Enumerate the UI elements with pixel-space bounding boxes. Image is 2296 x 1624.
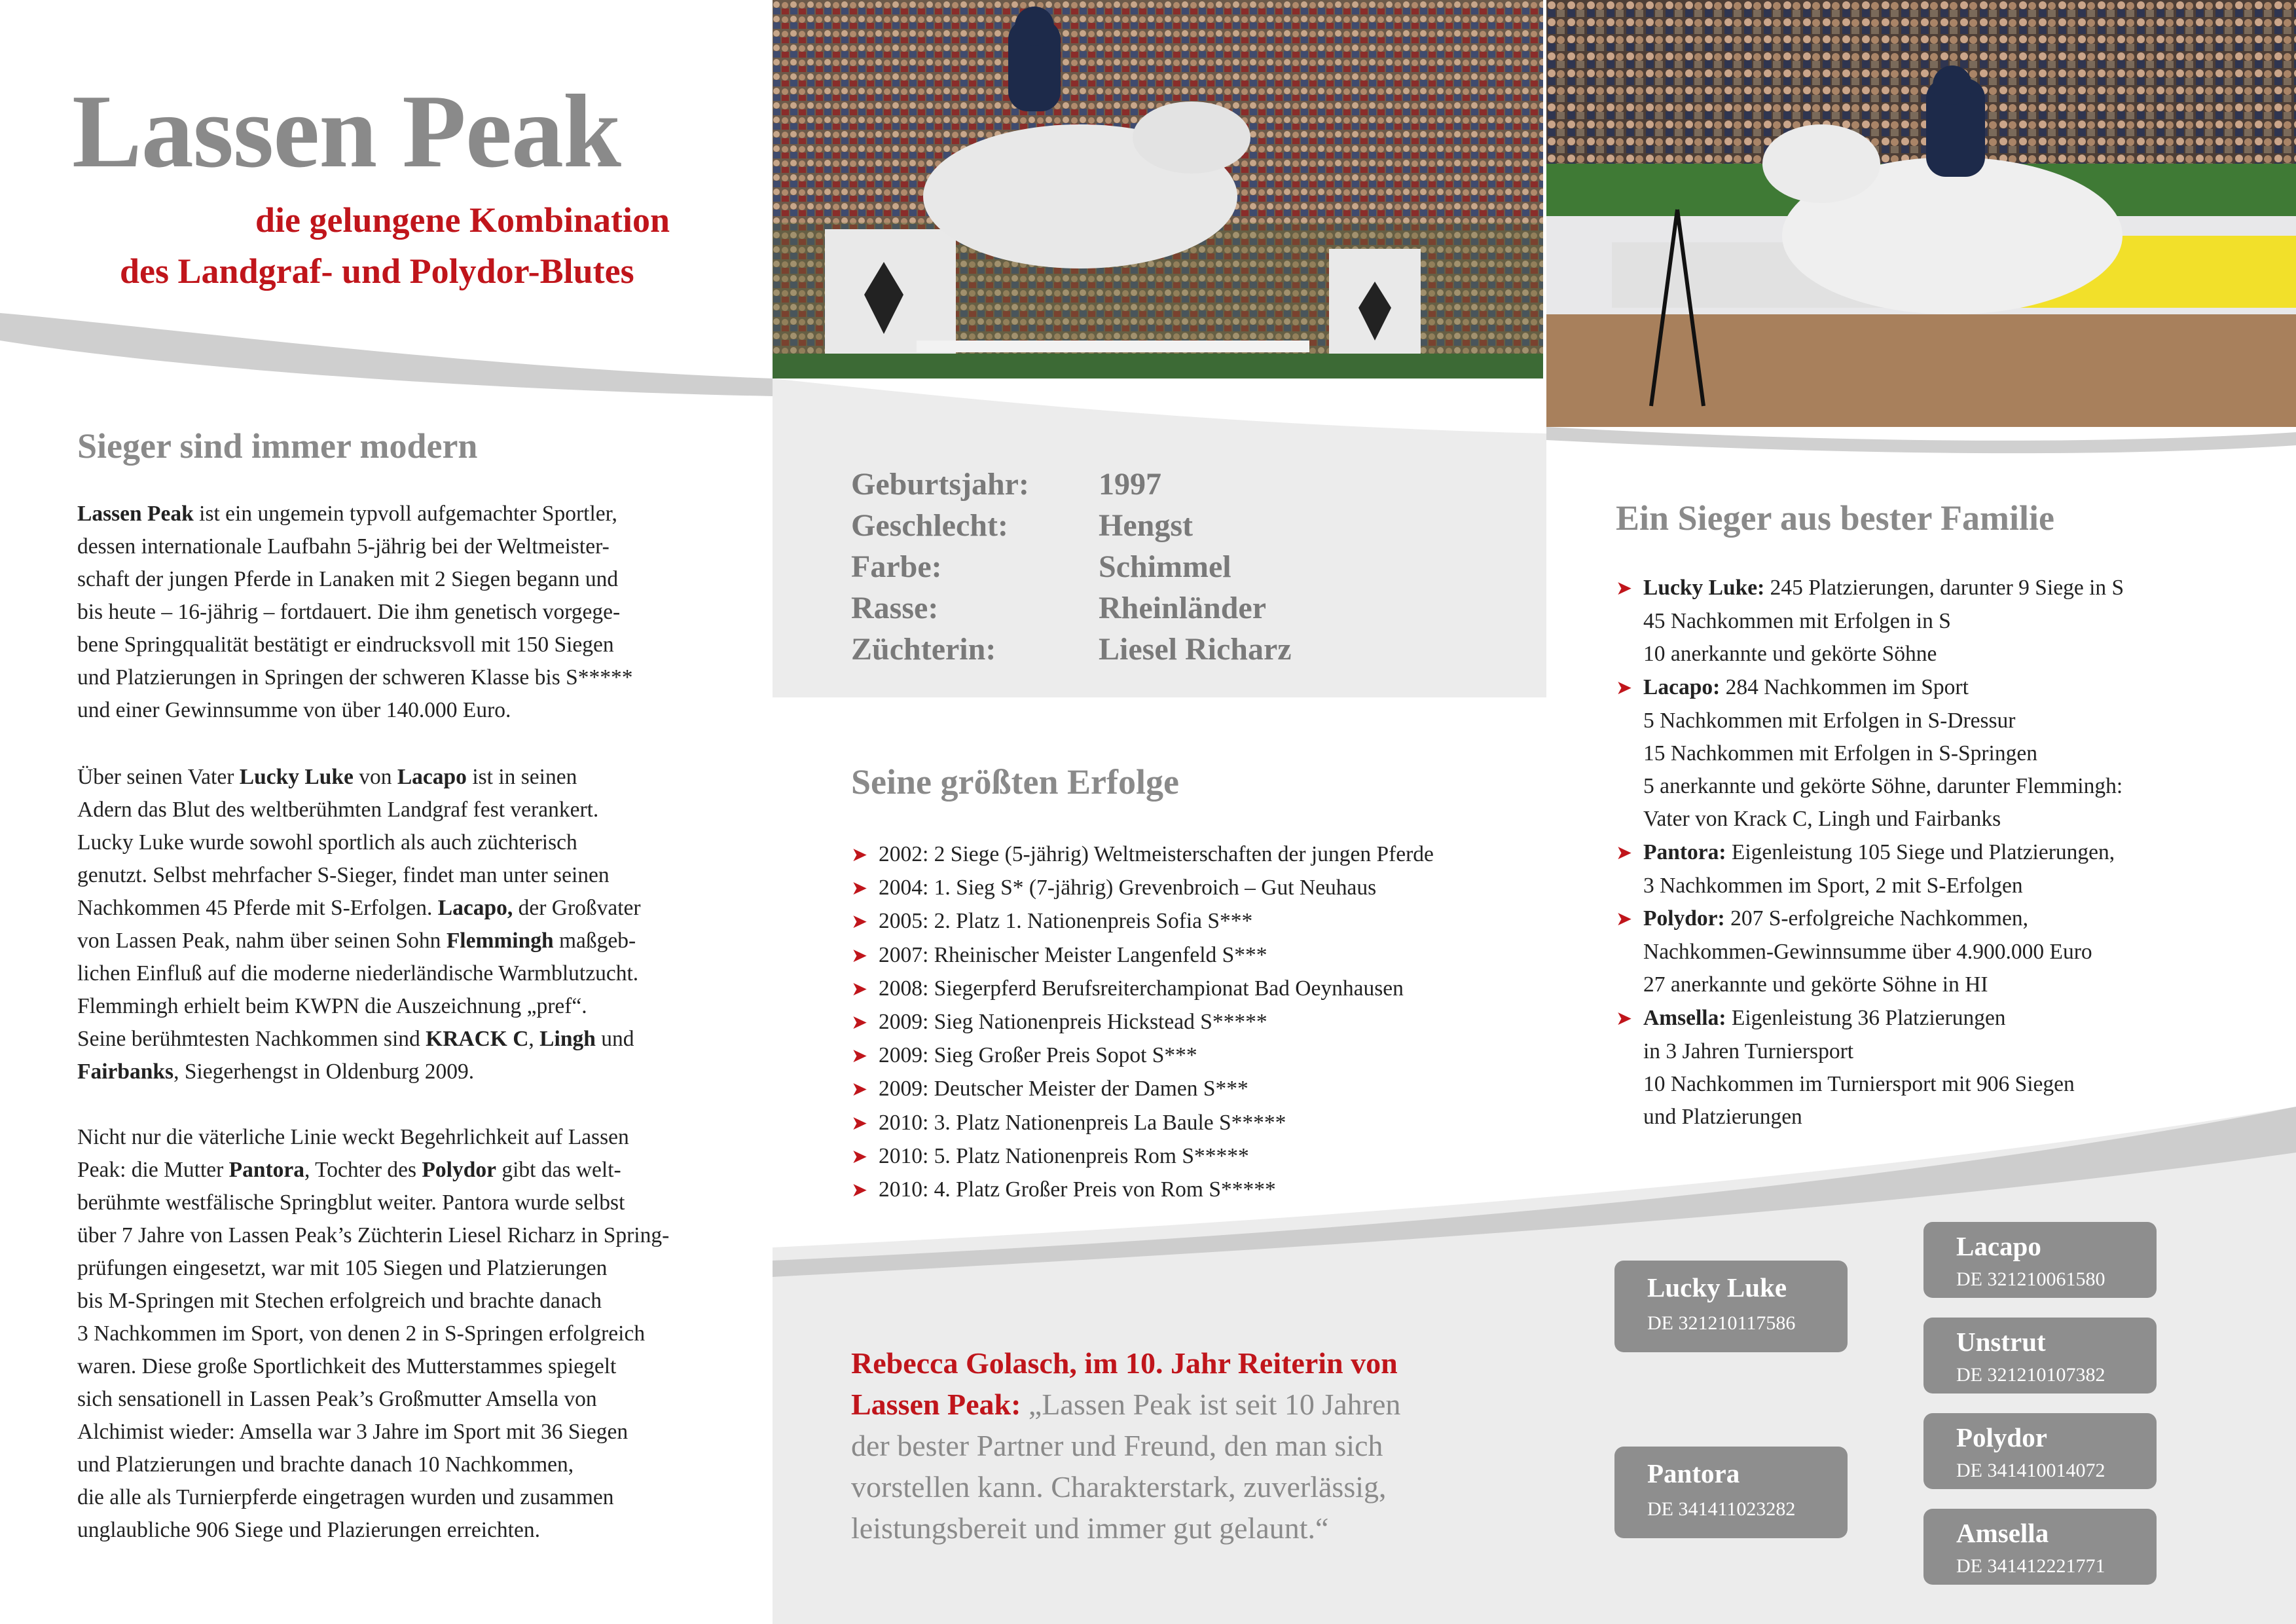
family-row (1616, 1068, 2124, 1101)
fact-label: Züchterin: (851, 632, 996, 667)
paragraph-line (77, 1416, 706, 1449)
pedigree-name: Unstrut (1956, 1327, 2046, 1357)
success-item (851, 1073, 1434, 1106)
success-item (851, 872, 1434, 905)
text-run: Adern das Blut des weltberühmten Landgraf fest verankert. (77, 798, 599, 822)
paragraph-line (77, 859, 706, 892)
text-run: ist in seinen (466, 765, 577, 789)
pedigree-dam-sire (1923, 1413, 2157, 1489)
family-text: Nachkommen-Gewinnsumme über 4.900.000 Euro (1643, 940, 2092, 965)
family-row (1616, 605, 2124, 638)
paragraph-line (77, 661, 706, 694)
text-run: unglaubliche 906 Siege und Plazierungen erreichten. (77, 1518, 540, 1542)
paragraph-line (77, 563, 706, 596)
success-item (851, 1006, 1434, 1039)
arrow-icon: ➤ (851, 877, 868, 900)
bold-text: Flemmingh (446, 929, 554, 953)
text-run: Flemmingh erhielt beim KWPN die Auszeichnung „pref“. (77, 994, 587, 1018)
text-run: schaft der jungen Pferde in Lanaken mit 2 Siegen begann und (77, 567, 619, 591)
family-row (1616, 870, 2124, 902)
fact-label: Geschlecht: (851, 508, 1008, 543)
text-run: genutzt. Selbst mehrfacher S-Sieger, findet man unter seinen (77, 863, 610, 887)
pedigree-name: Polydor (1956, 1422, 2047, 1452)
bold-text: Lacapo (397, 765, 467, 789)
photo-left (773, 0, 1543, 378)
pedigree-name: Lucky Luke (1647, 1272, 1787, 1302)
arrow-icon: ➤ (851, 1044, 868, 1068)
pedigree-dam-dam (1923, 1509, 2157, 1585)
quote-text-2: der bester Partner und Freund, den man sich (851, 1429, 1383, 1462)
fact-row (851, 629, 1292, 670)
pedigree-id: DE 341411023282 (1647, 1498, 1796, 1520)
arrow-icon: ➤ (1616, 577, 1633, 600)
success-text: 2002: 2 Siege (5-jährig) Weltmeisterschaften der jungen Pferde (879, 842, 1434, 866)
pedigree-id: DE 321210117586 (1647, 1312, 1796, 1334)
arrow-icon: ➤ (851, 1111, 868, 1135)
paragraph-line (77, 1383, 706, 1416)
arrow-icon: ➤ (851, 977, 868, 1001)
text-run: , Tochter des (304, 1158, 422, 1182)
arrow-icon: ➤ (1616, 908, 1633, 931)
family-row (1616, 836, 2124, 870)
paragraph-3 (77, 1121, 706, 1547)
paragraph-line (77, 530, 706, 563)
paragraph-line (77, 498, 706, 530)
text-run: gibt das welt- (496, 1158, 621, 1182)
success-item (851, 1140, 1434, 1173)
paragraph-line (77, 1449, 706, 1481)
family-text: 245 Platzierungen, darunter 9 Siege in S (1764, 576, 2124, 600)
family-list (1616, 572, 2124, 1134)
paragraph-line (77, 1187, 706, 1219)
family-text: 5 anerkannte und gekörte Söhne, darunter Flemmingh: (1643, 774, 2123, 799)
fact-row (851, 587, 1292, 629)
paragraph-line (77, 957, 706, 990)
text-run: und einer Gewinnsumme von über 140.000 Euro. (77, 698, 511, 722)
subtitle-line-1: die gelungene Kombination (255, 200, 670, 240)
paragraph-line (77, 1154, 706, 1187)
family-heading: Ein Sieger aus bester Familie (1616, 498, 2054, 538)
paragraph-line (77, 1481, 706, 1514)
arrow-icon: ➤ (851, 1179, 868, 1202)
success-item (851, 905, 1434, 938)
text-run: Lucky Luke wurde sowohl sportlich als auch züchterisch (77, 830, 577, 855)
text-run: Seine berühmtesten Nachkommen sind (77, 1027, 426, 1051)
pedigree-name: Pantora (1647, 1458, 1740, 1488)
paragraph-1 (77, 498, 706, 727)
success-text: 2004: 1. Sieg S* (7-jährig) Grevenbroich – Gut Neuhaus (879, 876, 1377, 900)
pedigree-sire-sire (1923, 1222, 2157, 1298)
arrow-icon: ➤ (1616, 841, 1633, 864)
text-run: Peak: die Mutter (77, 1158, 229, 1182)
success-item (851, 1107, 1434, 1140)
bold-text: Fairbanks (77, 1060, 174, 1084)
text-run: und Platzierungen in Springen der schweren Klasse bis S***** (77, 665, 633, 690)
family-row (1616, 1101, 2124, 1134)
text-run: Über seinen Vater (77, 765, 240, 789)
family-row (1616, 705, 2124, 737)
paragraph-line (77, 1285, 706, 1318)
success-text: 2010: 5. Platz Nationenpreis Rom S***** (879, 1143, 1249, 1168)
pedigree-id: DE 321210061580 (1956, 1268, 2105, 1290)
family-text: in 3 Jahren Turniersport (1643, 1039, 1854, 1063)
rider-quote (851, 1342, 1400, 1549)
successes-heading: Seine größten Erfolge (851, 762, 1179, 802)
family-row (1616, 671, 2124, 705)
success-item (851, 838, 1434, 872)
subtitle-line-2: des Landgraf- und Polydor-Blutes (120, 251, 634, 291)
family-text: 27 anerkannte und gekörte Söhne in HI (1643, 972, 1988, 997)
bold-text: Lassen Peak (77, 502, 194, 526)
paragraph-line (77, 794, 706, 826)
family-row (1616, 1002, 2124, 1035)
family-text: 15 Nachkommen mit Erfolgen in S-Springen (1643, 741, 2037, 766)
pedigree-name: Amsella (1956, 1518, 2049, 1548)
fact-value: 1997 (1099, 467, 1161, 502)
pedigree-dam (1614, 1447, 1848, 1538)
success-text: 2009: Sieg Nationenpreis Hickstead S***** (879, 1010, 1267, 1035)
paragraph-line (77, 826, 706, 859)
fact-label: Rasse: (851, 591, 939, 625)
arrow-icon: ➤ (851, 1011, 868, 1035)
family-text: Vater von Krack C, Lingh und Fairbanks (1643, 807, 2001, 832)
family-row (1616, 803, 2124, 836)
arrow-icon: ➤ (1616, 676, 1633, 699)
quote-text-3: vorstellen kann. Charakterstark, zuverlässig, (851, 1470, 1387, 1504)
fact-row (851, 464, 1292, 505)
arrow-icon: ➤ (851, 1145, 868, 1168)
photo-right (1546, 0, 2296, 427)
quote-speaker-2: Lassen Peak: (851, 1388, 1021, 1421)
family-name: Lucky Luke: (1643, 576, 1765, 600)
fact-value: Liesel Richarz (1099, 632, 1292, 667)
quote-speaker-1: Rebecca Golasch, im 10. Jahr Reiterin von (851, 1346, 1398, 1380)
bold-text: Polydor (422, 1158, 496, 1182)
paragraph-line (77, 1350, 706, 1383)
paragraph-line (77, 1056, 706, 1088)
paragraph-line (77, 925, 706, 957)
text-run: Alchimist wieder: Amsella war 3 Jahre im Sport mit 36 Siegen (77, 1420, 629, 1444)
text-run: Nachkommen 45 Pferde mit S-Erfolgen. (77, 896, 438, 920)
paragraph-line (77, 1219, 706, 1252)
paragraph-line (77, 1121, 706, 1154)
paragraph-line (77, 694, 706, 727)
family-row (1616, 770, 2124, 803)
bold-text: Lacapo, (437, 896, 513, 920)
family-row (1616, 572, 2124, 605)
arrow-icon: ➤ (851, 1078, 868, 1101)
text-run: bene Springqualität bestätigt er eindrucksvoll mit 150 Siegen (77, 633, 614, 657)
text-run: von (353, 765, 397, 789)
fact-value: Rheinländer (1099, 591, 1267, 625)
text-run: berühmte westfälische Springblut weiter. Pantora wurde selbst (77, 1190, 625, 1215)
pedigree-name: Lacapo (1956, 1231, 2041, 1261)
family-name: Amsella: (1643, 1005, 1726, 1030)
fact-value: Hengst (1099, 508, 1193, 543)
family-row (1616, 936, 2124, 969)
family-text: 5 Nachkommen mit Erfolgen in S-Dressur (1643, 708, 2016, 733)
pedigree-id: DE 341412221771 (1956, 1555, 2105, 1577)
fact-value: Schimmel (1099, 549, 1231, 584)
text-run: maßgeb- (553, 929, 636, 953)
family-row (1616, 969, 2124, 1001)
success-item (851, 1039, 1434, 1073)
family-text: 207 S-erfolgreiche Nachkommen, (1724, 906, 2028, 931)
text-run: , (528, 1027, 540, 1051)
family-text: Eigenleistung 105 Siege und Platzierungen, (1726, 840, 2115, 864)
text-run: und Platzierungen und brachte danach 10 Nachkommen, (77, 1452, 574, 1477)
success-text: 2005: 2. Platz 1. Nationenpreis Sofia S*** (879, 909, 1253, 934)
family-name: Lacapo: (1643, 674, 1721, 699)
paragraph-line (77, 1318, 706, 1350)
text-run: sich sensationell in Lassen Peak’s Großmutter Amsella von (77, 1387, 597, 1411)
family-text: 45 Nachkommen mit Erfolgen in S (1643, 609, 1951, 634)
text-run: , Siegerhengst in Oldenburg 2009. (173, 1060, 475, 1084)
arrow-icon: ➤ (851, 843, 868, 866)
success-text: 2009: Deutscher Meister der Damen S*** (879, 1077, 1248, 1101)
success-text: 2010: 4. Platz Großer Preis von Rom S***** (879, 1177, 1276, 1202)
pedigree-sire-dam (1923, 1318, 2157, 1393)
text-run: von Lassen Peak, nahm über seinen Sohn (77, 929, 446, 953)
family-text: und Platzierungen (1643, 1105, 1802, 1130)
paragraph-line (77, 596, 706, 629)
text-run: 3 Nachkommen im Sport, von denen 2 in S-Springen erfolgreich (77, 1321, 646, 1346)
pedigree-id: DE 341410014072 (1956, 1460, 2105, 1481)
text-run: bis M-Springen mit Stechen erfolgreich und brachte danach (77, 1289, 602, 1313)
pedigree-id: DE 321210107382 (1956, 1364, 2105, 1386)
fact-label: Farbe: (851, 549, 942, 584)
text-run: Nicht nur die väterliche Linie weckt Begehrlichkeit auf Lassen (77, 1125, 629, 1149)
success-item (851, 1173, 1434, 1207)
success-text: 2010: 3. Platz Nationenpreis La Baule S***** (879, 1110, 1286, 1135)
family-row (1616, 902, 2124, 936)
paragraph-line (77, 629, 706, 661)
horse-facts (851, 464, 1292, 670)
paragraph-line (77, 892, 706, 925)
text-run: ist ein ungemein typvoll aufgemachter Sportler, (193, 502, 617, 526)
paragraph-line (77, 1023, 706, 1056)
text-run: der Großvater (513, 896, 641, 920)
arrow-icon: ➤ (1616, 1006, 1633, 1030)
paragraph-2 (77, 761, 706, 1088)
family-text: Eigenleistung 36 Platzierungen (1726, 1005, 2006, 1030)
family-text: 3 Nachkommen im Sport, 2 mit S-Erfolgen (1643, 873, 2023, 898)
family-name: Polydor: (1643, 906, 1725, 931)
paragraph-line (77, 990, 706, 1023)
success-text: 2007: Rheinischer Meister Langenfeld S*** (879, 942, 1267, 967)
family-text: 10 anerkannte und gekörte Söhne (1643, 642, 1937, 667)
fact-row (851, 546, 1292, 587)
text-run: bis heute – 16-jährig – fortdauert. Die ihm genetisch vorgege- (77, 600, 621, 624)
page-title: Lassen Peak (72, 73, 621, 189)
paragraph-line (77, 1252, 706, 1285)
arrow-icon: ➤ (851, 910, 868, 934)
text-run: lichen Einfluß auf die moderne niederländische Warmblutzucht. (77, 961, 639, 986)
success-item (851, 972, 1434, 1006)
arrow-icon: ➤ (851, 944, 868, 967)
fact-row (851, 505, 1292, 546)
text-run: die alle als Turnierpferde eingetragen wurden und zusammen (77, 1485, 614, 1509)
text-run: prüfungen eingesetzt, war mit 105 Siegen und Platzierungen (77, 1256, 608, 1280)
family-row (1616, 638, 2124, 671)
text-run: über 7 Jahre von Lassen Peak’s Züchterin Liesel Richarz in Spring- (77, 1223, 670, 1247)
paragraph-line (77, 761, 706, 794)
success-text: 2008: Siegerpferd Berufsreiterchampionat Bad Oeynhausen (879, 976, 1404, 1001)
pedigree-sire (1614, 1261, 1848, 1352)
family-name: Pantora: (1643, 840, 1726, 864)
quote-text-1: „Lassen Peak ist seit 10 Jahren (1021, 1388, 1401, 1421)
bold-text: KRACK C (426, 1027, 529, 1051)
bold-text: Lingh (539, 1027, 596, 1051)
left-heading: Sieger sind immer modern (77, 426, 478, 466)
bold-text: Pantora (228, 1158, 305, 1182)
family-row (1616, 1035, 2124, 1068)
successes-list (851, 838, 1434, 1207)
success-item (851, 939, 1434, 972)
family-text: 10 Nachkommen im Turniersport mit 906 Siegen (1643, 1072, 2075, 1097)
success-text: 2009: Sieg Großer Preis Sopot S*** (879, 1043, 1197, 1068)
text-run: waren. Diese große Sportlichkeit des Mutterstammes spiegelt (77, 1354, 617, 1378)
fact-label: Geburtsjahr: (851, 467, 1029, 502)
quote-text-4: leistungsbereit und immer gut gelaunt.“ (851, 1511, 1329, 1545)
paragraph-line (77, 1514, 706, 1547)
family-row (1616, 737, 2124, 770)
bold-text: Lucky Luke (239, 765, 354, 789)
family-text: 284 Nachkommen im Sport (1720, 674, 1969, 699)
text-run: dessen internationale Laufbahn 5-jährig bei der Weltmeister- (77, 534, 610, 559)
text-run: und (595, 1027, 634, 1051)
